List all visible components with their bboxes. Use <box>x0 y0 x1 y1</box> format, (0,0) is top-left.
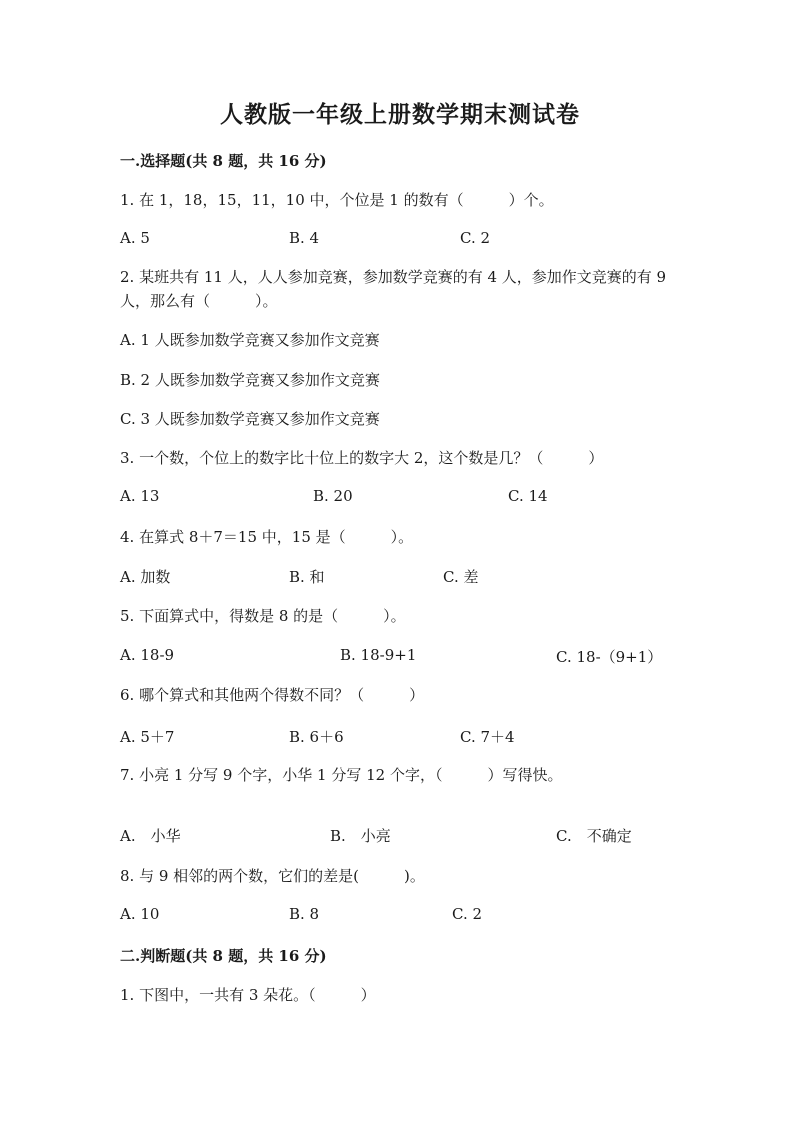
question-2-option-b: B. 2 人既参加数学竞赛又参加作文竞赛 <box>120 371 380 389</box>
question-5-option-c: C. 18-（9+1） <box>556 648 663 666</box>
question-1-option-a: A. 5 <box>120 229 150 247</box>
question-3-option-c: C. 14 <box>508 487 548 505</box>
page-title: 人教版一年级上册数学期末测试卷 <box>220 101 580 128</box>
question-5-option-a: A. 18-9 <box>120 646 175 664</box>
question-6-option-a: A. 5＋7 <box>120 728 175 746</box>
question-2-option-c: C. 3 人既参加数学竞赛又参加作文竞赛 <box>120 410 380 428</box>
question-5-stem: 5. 下面算式中，得数是 8 的是（ ）。 <box>120 607 406 625</box>
question-4-stem: 4. 在算式 8＋7＝15 中，15 是（ ）。 <box>120 528 414 546</box>
question-8-option-c: C. 2 <box>452 905 483 923</box>
question-4-option-c: C. 差 <box>443 568 479 586</box>
question-3-option-b: B. 20 <box>313 487 353 505</box>
question-6-option-c: C. 7＋4 <box>460 728 515 746</box>
question-1-option-c: C. 2 <box>460 229 491 247</box>
question-2-stem: 2. 某班共有 11 人，人人参加竞赛，参加数学竞赛的有 4 人，参加作文竞赛的有 9 人，那么有（ ）。 <box>120 268 667 310</box>
question-5-option-b: B. 18-9+1 <box>340 646 417 664</box>
question-6-stem: 6. 哪个算式和其他两个得数不同？（ ） <box>120 686 425 704</box>
question-7-stem: 7. 小亮 1 分写 9 个字，小华 1 分写 12 个字，（ ）写得快。 <box>120 766 563 784</box>
question-6-option-b: B. 6＋6 <box>289 728 344 746</box>
question-7-option-a: A. 小华 <box>120 827 181 845</box>
section-heading-choice: 一.选择题(共 8 题，共 16 分) <box>120 152 327 170</box>
question-4-option-a: A. 加数 <box>120 568 171 586</box>
question-3-option-a: A. 13 <box>120 487 160 505</box>
question-4-option-b: B. 和 <box>289 568 325 586</box>
question-8-stem: 8. 与 9 相邻的两个数，它们的差是( )。 <box>120 867 425 885</box>
section-heading-true-false: 二.判断题(共 8 题，共 16 分) <box>120 947 327 965</box>
question-1-stem: 1. 在 1，18，15，11，10 中，个位是 1 的数有（ ）个。 <box>120 191 554 209</box>
question-7-option-b: B. 小亮 <box>330 827 391 845</box>
question-7-option-c: C. 不确定 <box>556 827 632 845</box>
question-2-option-a: A. 1 人既参加数学竞赛又参加作文竞赛 <box>120 331 380 349</box>
question-1-option-b: B. 4 <box>289 229 320 247</box>
question-3-stem: 3. 一个数，个位上的数字比十位上的数字大 2，这个数是几？（ ） <box>120 449 604 467</box>
question-8-option-b: B. 8 <box>289 905 320 923</box>
tf-question-1-stem: 1. 下图中，一共有 3 朵花。（ ） <box>120 986 376 1004</box>
question-8-option-a: A. 10 <box>120 905 160 923</box>
